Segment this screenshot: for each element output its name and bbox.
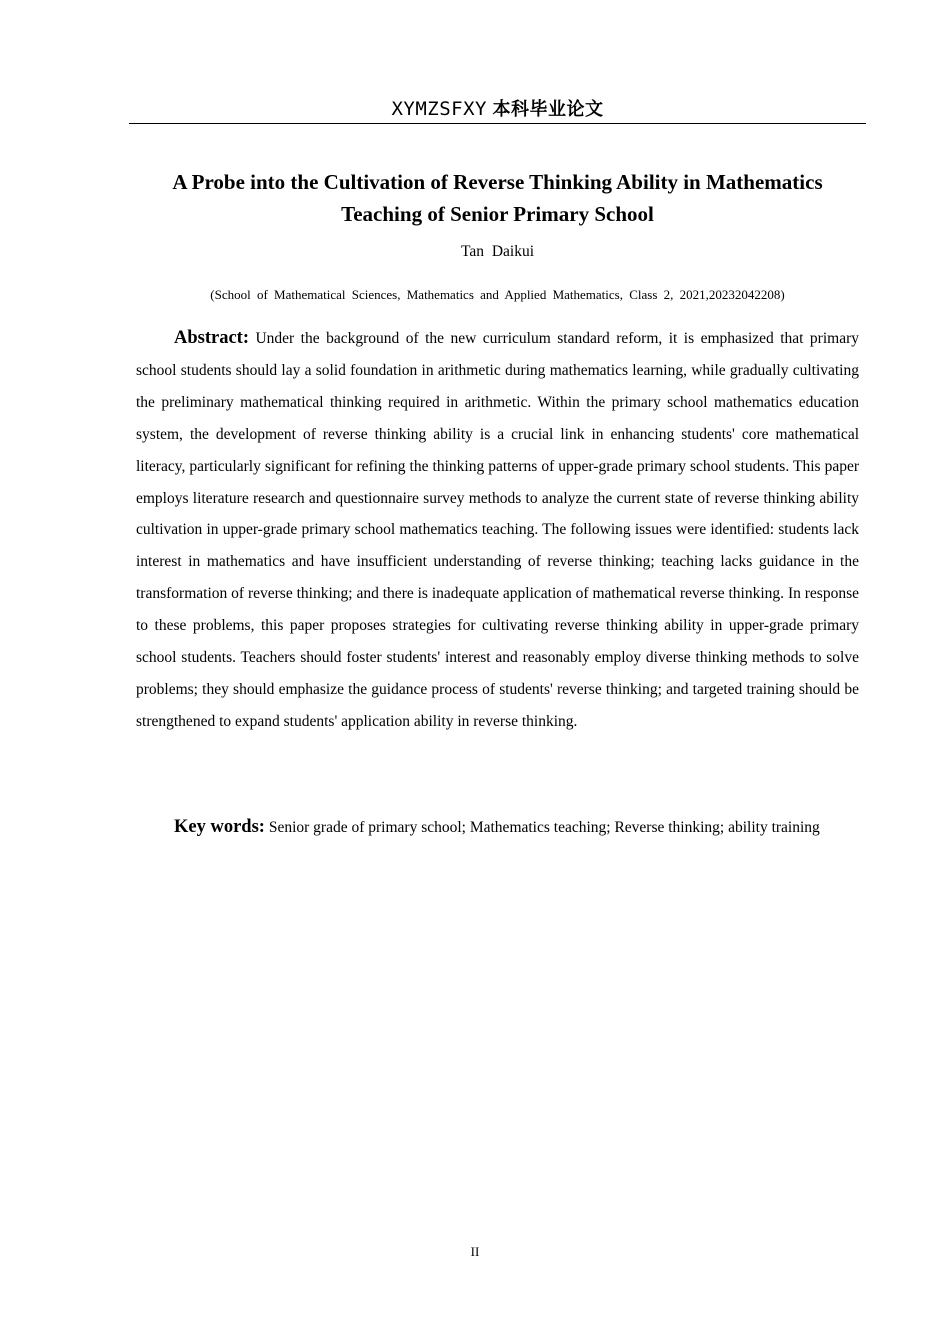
header-school-code: XYMZSFXY (391, 98, 487, 120)
abstract-label: Abstract: (174, 328, 250, 348)
title-line-1: A Probe into the Cultivation of Reverse Thinking Ability in Mathematics (172, 170, 823, 194)
keywords-text: Senior grade of primary school; Mathematics teaching; Reverse thinking; ability training (268, 819, 820, 836)
title-line-2: Teaching of Senior Primary School (341, 202, 654, 226)
header-thesis-label: 本科毕业论文 (492, 99, 604, 120)
abstract-text: Under the background of the new curriculum standard reform, it is emphasized that primary school students should lay a solid foundation in arithmetic during mathematics learning, while gradually cultivating the preliminary mathematical thinking required in arithmetic. Within the primary school mathematics education system, the development of reverse thinking ability is a crucial link in enhancing students' core mathematical literacy, particularly significant for refining the thinking patterns of upper-grade primary school students. This paper employs literature research and questionnaire survey methods to analyze the current state of reverse thinking ability cultivation in upper-grade primary school mathematics teaching. The following issues were identified: students lack interest in mathematics and have insufficient understanding of reverse thinking; teaching lacks guidance in the transformation of reverse thinking; and there is inadequate application of mathematical reverse thinking. In response to these problems, this paper proposes strategies for cultivating reverse thinking ability in upper-grade primary school students. Teachers should foster students' interest and reasonably employ diverse thinking methods to solve problems; they should emphasize the guidance process of students' reverse thinking; and targeted training should be strengthened to expand students' application ability in reverse thinking. (136, 330, 859, 730)
header-text (391, 98, 603, 120)
author-name: Tan Daikui (460, 243, 535, 260)
abstract-paragraph (136, 323, 859, 738)
paper-title (136, 166, 859, 230)
author-affiliation: (School of Mathematical Sciences, Mathematics and Applied Mathematics, Class 2, 2021,20232042208) (210, 287, 785, 302)
keywords-paragraph (136, 812, 859, 843)
page-header (129, 96, 866, 124)
page-number: II (470, 1244, 480, 1259)
keywords-label: Key words: (174, 817, 265, 837)
